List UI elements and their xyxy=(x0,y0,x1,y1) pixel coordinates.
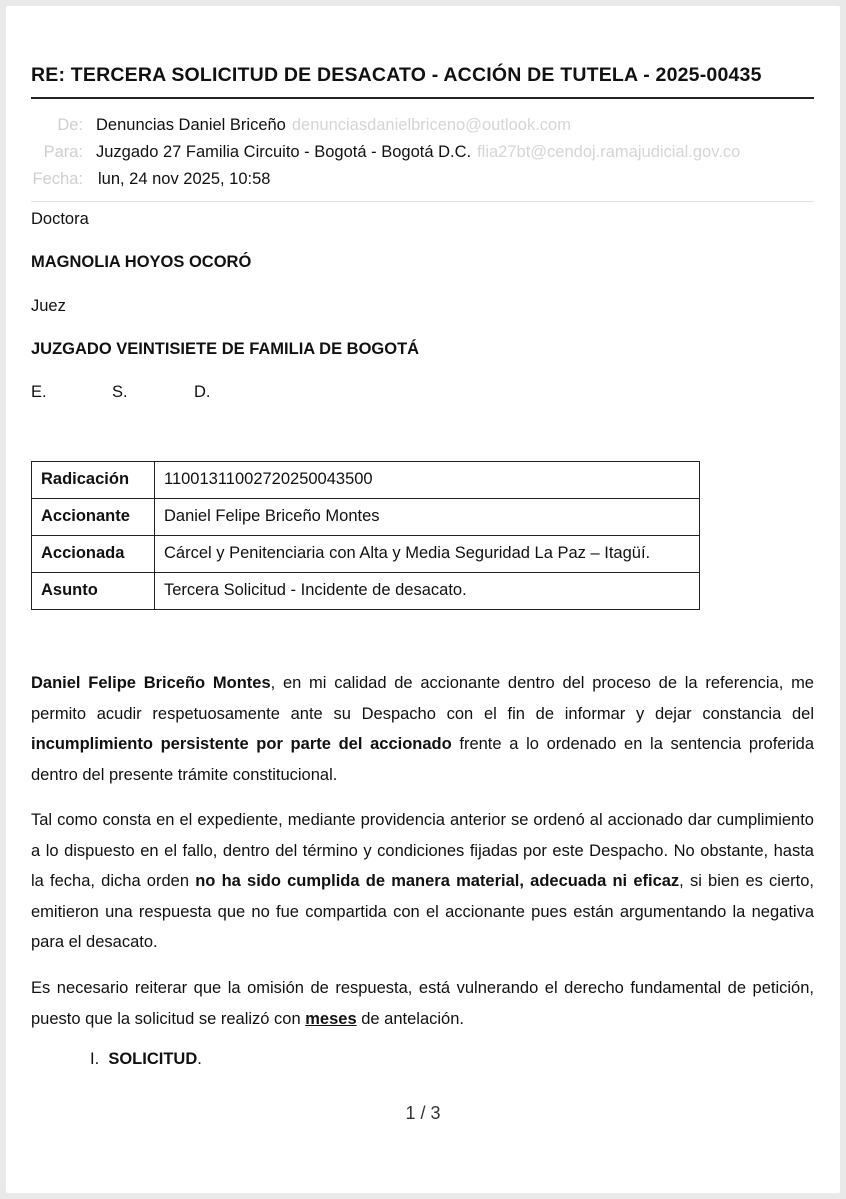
date-label: Fecha: xyxy=(32,170,83,188)
email-subject: RE: TERCERA SOLICITUD DE DESACATO - ACCIÓN DE TUTELA - 2025-00435 xyxy=(31,64,814,99)
to-label: Para: xyxy=(43,143,83,161)
table-key: Accionante xyxy=(32,499,155,536)
salutation-title: Doctora xyxy=(31,210,89,228)
section-title: SOLICITUD xyxy=(108,1050,198,1068)
header-to-row xyxy=(0,143,846,165)
from-name: Denuncias Daniel Briceño xyxy=(96,116,286,134)
table-value: Tercera Solicitud - Incidente de desacato. xyxy=(155,573,700,610)
emphasis-months: meses xyxy=(305,1009,357,1028)
table-row xyxy=(32,462,700,499)
paragraph-text: , en mi calidad de accionante dentro del proceso de la referencia, me permito acudir respetuosamente ante su Despacho con el fin de informar y dejar constancia del xyxy=(31,674,814,723)
header-from-row xyxy=(0,116,846,138)
from-label: De: xyxy=(57,116,83,134)
table-row xyxy=(32,536,700,573)
table-row xyxy=(32,573,700,610)
paragraph-text: de antelación. xyxy=(356,1009,464,1028)
eds-d: D. xyxy=(194,383,211,401)
table-key: Accionada xyxy=(32,536,155,573)
judge-name: MAGNOLIA HOYOS OCORÓ xyxy=(31,253,252,271)
header-divider xyxy=(31,201,814,202)
page-indicator: 1 / 3 xyxy=(405,1103,441,1123)
table-row xyxy=(32,499,700,536)
paragraph-text: , si bien es cierto, emitieron una respuesta que no fue compartida con el accionante pues están argumentando la negativa para el desacato. xyxy=(31,872,814,951)
to-name: Juzgado 27 Familia Circuito - Bogotá - Bogotá D.C. xyxy=(96,143,472,161)
eds-s: S. xyxy=(112,383,128,401)
emphasis-not-fulfilled: no ha sido cumplida de manera material, adecuada ni eficaz xyxy=(195,872,680,890)
paragraph-text: Tal como consta en el expediente, mediante providencia anterior se ordenó al accionado dar cumplimiento a lo dispuesto en el fallo, dentro del término y condiciones fijadas por este Despacho. No obstante, hasta la fecha, dicha orden xyxy=(31,811,814,890)
table-key: Asunto xyxy=(32,573,155,610)
petitioner-name: Daniel Felipe Briceño Montes xyxy=(31,674,271,692)
paragraph-intro xyxy=(31,668,814,790)
eds-e: E. xyxy=(31,383,47,401)
table-key: Radicación xyxy=(32,462,155,499)
section-suffix: . xyxy=(197,1050,202,1068)
paragraph-reiteration xyxy=(31,973,814,1034)
header-date-row xyxy=(0,170,846,192)
paragraph-text: Es necesario reiterar que la omisión de respuesta, está vulnerando el derecho fundamental de petición, puesto que la solicitud se realizó con xyxy=(31,979,814,1028)
table-value: Daniel Felipe Briceño Montes xyxy=(155,499,700,536)
date-value: lun, 24 nov 2025, 10:58 xyxy=(98,170,271,188)
section-heading xyxy=(90,1050,202,1069)
from-email[interactable]: denunciasdanielbriceno@outlook.com xyxy=(291,116,571,134)
emphasis-noncompliance: incumplimiento persistente por parte del accionado xyxy=(31,735,452,753)
from-value xyxy=(96,116,571,135)
court-name: JUZGADO VEINTISIETE DE FAMILIA DE BOGOTÁ xyxy=(31,340,420,358)
to-email[interactable]: flia27bt@cendoj.ramajudicial.gov.co xyxy=(477,143,741,161)
table-value: 11001311002720250043500 xyxy=(155,462,700,499)
judge-role: Juez xyxy=(31,297,66,315)
reference-table xyxy=(31,461,700,610)
section-numeral: I. xyxy=(90,1050,100,1068)
paragraph-record xyxy=(31,805,814,958)
table-value: Cárcel y Penitenciaria con Alta y Media Seguridad La Paz – Itagüí. xyxy=(155,536,700,573)
paragraph-text: frente a lo ordenado en la sentencia proferida dentro del presente trámite constitucional. xyxy=(31,735,814,784)
to-value xyxy=(96,143,740,162)
